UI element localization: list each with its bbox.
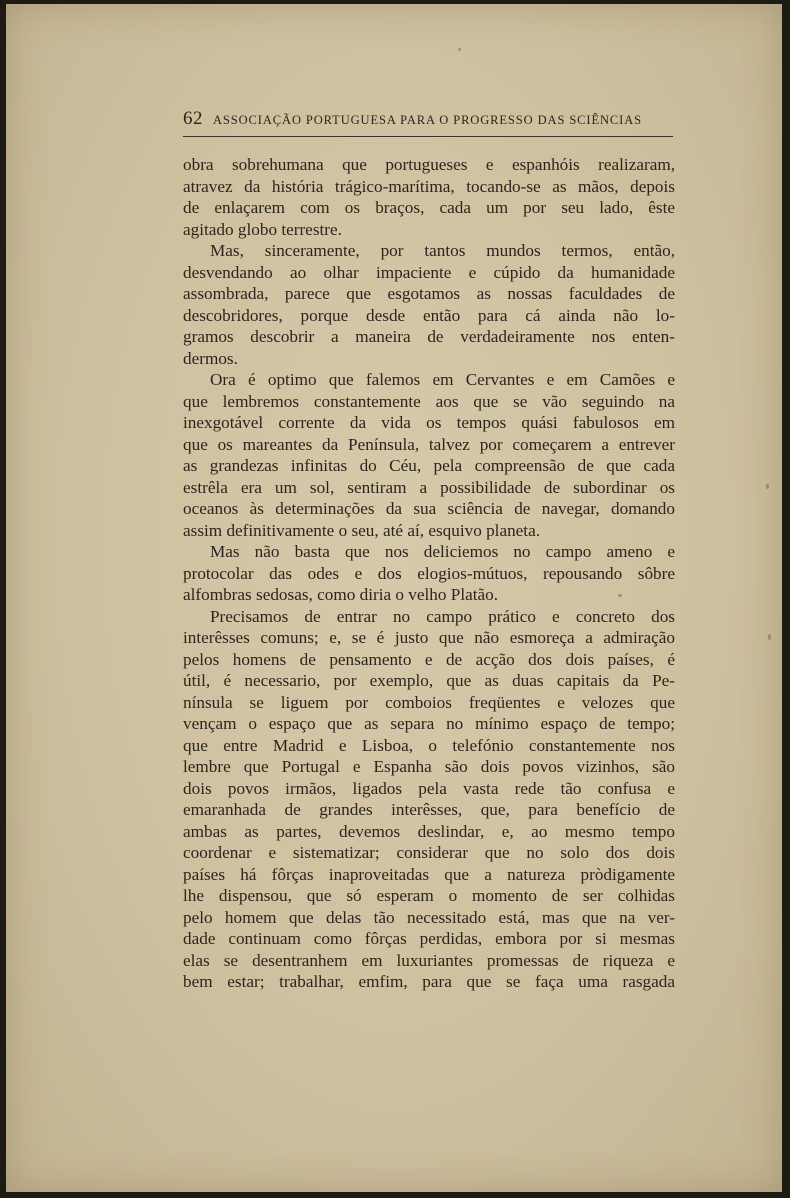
text-line: assim definitivamente o seu, até aí, esquivo planeta. bbox=[183, 520, 541, 540]
text-line: descobridores, porque desde então para cá ainda não lo- bbox=[183, 305, 675, 325]
text-line: interêsses comuns; e, se é justo que não esmoreça a admiração bbox=[183, 628, 675, 647]
text-line: Precisamos de entrar no campo prático e concreto dos bbox=[210, 606, 675, 626]
body-text bbox=[183, 154, 675, 993]
text-line: dermos. bbox=[183, 348, 238, 368]
paper-speck bbox=[618, 594, 622, 597]
page-header bbox=[183, 108, 673, 137]
text-line: lhe dispensou, que só esperam o momento de ser colhidas bbox=[183, 886, 675, 905]
text-line: lembre que Portugal e Espanha são dois povos vizinhos, são bbox=[183, 757, 675, 776]
text-line: pelos homens de pensamento e de acção dos dois países, é bbox=[183, 649, 675, 669]
text-line: alfombras sedosas, como diria o velho Platão. bbox=[183, 585, 499, 604]
paper-speck bbox=[766, 484, 769, 489]
text-line: inexgotável corrente da vida os tempos quási fabulosos em bbox=[183, 413, 675, 432]
text-line: Mas, sinceramente, por tantos mundos termos, então, bbox=[210, 241, 675, 260]
text-line: dade continuam como fôrças perdidas, embora por si mesmas bbox=[183, 929, 675, 948]
paper-speck bbox=[458, 48, 461, 51]
text-line: que os mareantes da Península, talvez por começarem a entrever bbox=[183, 434, 675, 454]
text-line: emaranhada de grandes interêsses, que, para benefício de bbox=[183, 800, 675, 819]
text-line: pelo homem que delas tão necessitado está, mas que na ver- bbox=[183, 907, 675, 927]
text-line: estrêla era um sol, sentiram a possibilidade de subordinar os bbox=[183, 477, 675, 497]
text-line: de enlaçarem com os braços, cada um por seu lado, êste bbox=[183, 198, 675, 217]
text-line: assombrada, parece que esgotamos as nossas faculdades de bbox=[183, 284, 675, 303]
text-line: dois povos irmãos, ligados pela vasta rede tão confusa e bbox=[183, 778, 675, 798]
text-line: gramos descobrir a maneira de verdadeiramente nos enten- bbox=[183, 327, 675, 346]
text-line: nínsula se liguem por comboios freqüentes e velozes que bbox=[183, 692, 675, 712]
text-line: vençam o espaço que as separa no mínimo espaço de tempo; bbox=[183, 714, 675, 733]
text-line: coordenar e sistematizar; considerar que no solo dos dois bbox=[183, 843, 675, 862]
book-page bbox=[6, 4, 782, 1192]
text-line: desvendando ao olhar impaciente e cúpido da humanidade bbox=[183, 262, 675, 282]
text-line: Mas não basta que nos deliciemos no campo ameno e bbox=[210, 542, 675, 561]
text-line: elas se desentranhem em luxuriantes promessas de riqueza e bbox=[183, 950, 675, 970]
text-line: ambas as partes, devemos deslindar, e, ao mesmo tempo bbox=[183, 821, 675, 841]
text-line: obra sobrehumana que portugueses e espanhóis realizaram, bbox=[183, 155, 675, 174]
text-line: bem estar; trabalhar, emfim, para que se faça uma rasgada bbox=[183, 972, 675, 991]
text-line: Ora é optimo que falemos em Cervantes e em Camões e bbox=[210, 370, 675, 389]
page-number: 62 bbox=[183, 108, 203, 129]
text-line: que entre Madrid e Lisboa, o telefónio constantemente nos bbox=[183, 735, 675, 755]
text-line: que lembremos constantemente aos que se vão seguindo na bbox=[183, 391, 675, 411]
text-line: oceanos às determinações da sua sciência de navegar, domando bbox=[183, 499, 675, 518]
paper-speck bbox=[768, 634, 771, 640]
text-line: países há fôrças inaproveitadas que a natureza pròdigamente bbox=[183, 864, 675, 884]
text-line: as grandezas infinitas do Céu, pela compreensão de que cada bbox=[183, 456, 675, 475]
text-line: protocolar das odes e dos elogios-mútuos, repousando sôbre bbox=[183, 563, 675, 583]
text-line: agitado globo terrestre. bbox=[183, 219, 342, 239]
text-line: atravez da história trágico-marítima, tocando-se as mãos, depois bbox=[183, 176, 675, 196]
running-title: ASSOCIAÇÃO PORTUGUESA PARA O PROGRESSO DAS SCIÊNCIAS bbox=[213, 113, 643, 127]
text-line: útil, é necessario, por exemplo, que as duas capitais da Pe- bbox=[183, 671, 675, 690]
